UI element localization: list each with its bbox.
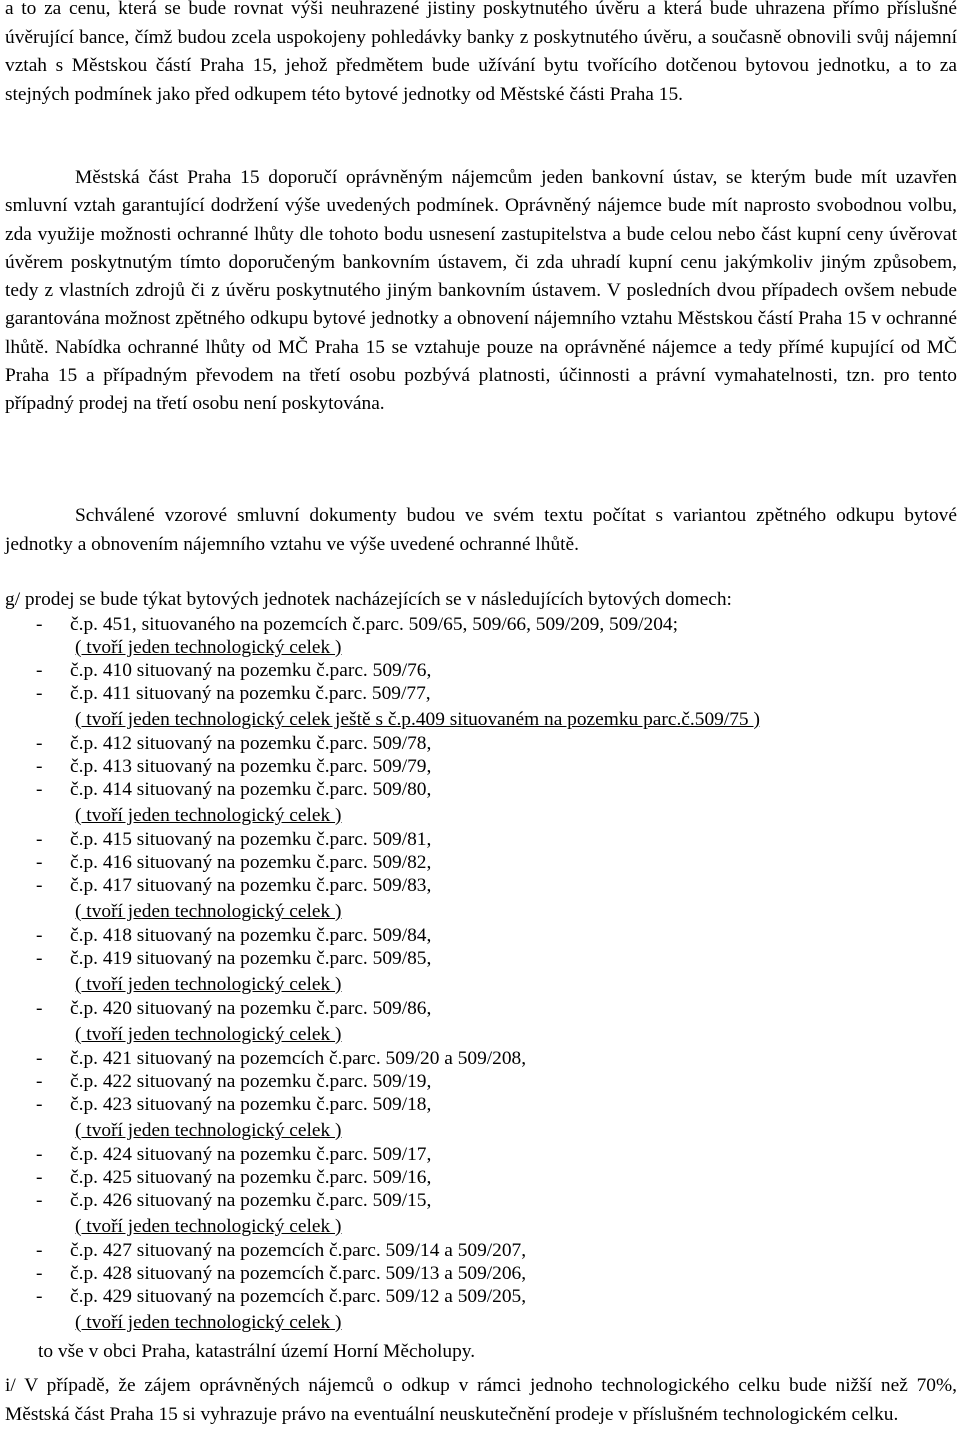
paragraph-bank-recommendation: Městská část Praha 15 doporučí oprávněným nájemcům jeden bankovní ústav, se kterým bude mít uzavřen smluvní vztah garantující dodržení výše uvedených podmínek. Oprávněný nájemce bude mít naprosto svobodnou volbu, zda využije možnosti ochranné lhůty dle tohoto bodu usnesení zastupitelstva a bude celou nebo část kupní ceny úvěrovat úvěrem poskytnutým tímto doporučeným bankovním ústavem, či zda uhradí kupní cenu jakýmkoliv jiným způsobem, tedy z vlastních zdrojů či z úvěru poskytnutého jiným bankovním ústavem. V posledních dvou případech ovšem nebude garantována možnost zpětného odkupu bytové jednotky a obnovení nájemního vztahu Městskou částí Praha 15 v ochranné lhůtě. Nabídka ochranné lhůty od MČ Praha 15 se vztahuje pouze na oprávněné nájemce a tedy přímé kupující od MČ Praha 15 a případným převodem na třetí osobu pozbývá platnosti, účinnosti a právní vymahatelnosti, tzn. pro tento případný prodej na třetí osobu není poskytována. <box>5 167 957 415</box>
list-dash: - <box>36 998 43 1019</box>
list-dash: - <box>36 1071 43 1092</box>
paragraph-purchase-price: a to za cenu, která se bude rovnat výši neuhrazené jistiny poskytnutého úvěru a která bude uhrazena přímo příslušné úvěrující bance, čímž budou zcela uspokojeny pohledávky banky z poskytnutého úvěru, a současně obnovili svůj nájemní vztah s Městskou částí Praha 15, jehož předmětem bude užívání bytu tvořícího dotčenou bytovou jednotku, a to za stejných podmínek jako před odkupem této bytové jednotky od Městské části Praha 15. <box>5 0 957 105</box>
building-list-item-text: č.p. 427 situovaný na pozemcích č.parc. 509/14 a 509/207, <box>70 1240 527 1261</box>
building-list-item <box>5 682 957 705</box>
building-list-item <box>5 1189 957 1212</box>
building-list-item-text: č.p. 451, situovaného na pozemcích č.parc. 509/65, 509/66, 509/209, 509/204; <box>70 614 678 635</box>
list-dash: - <box>36 614 43 635</box>
list-dash: - <box>36 1167 43 1188</box>
technological-unit-note: ( tvoří jeden technologický celek ) <box>75 637 342 658</box>
list-dash: - <box>36 948 43 969</box>
list-dash: - <box>36 1286 43 1307</box>
building-list-item <box>5 613 957 636</box>
building-list-item-text: č.p. 414 situovaný na pozemku č.parc. 509/80, <box>70 779 432 800</box>
technological-unit-note: ( tvoří jeden technologický celek ) <box>75 901 342 922</box>
technological-unit-note: ( tvoří jeden technologický celek ) <box>75 805 342 826</box>
building-list-item-text: č.p. 426 situovaný na pozemku č.parc. 509/15, <box>70 1190 432 1211</box>
building-list-item-text: č.p. 420 situovaný na pozemku č.parc. 509/86, <box>70 998 432 1019</box>
building-list-item <box>5 1239 957 1262</box>
building-list-item <box>5 1093 957 1116</box>
list-dash: - <box>36 1240 43 1261</box>
building-list-item-text: č.p. 423 situovaný na pozemku č.parc. 509/18, <box>70 1094 432 1115</box>
list-dash: - <box>36 829 43 850</box>
building-list-item-text: č.p. 425 situovaný na pozemku č.parc. 509/16, <box>70 1167 432 1188</box>
building-list <box>5 613 957 1363</box>
building-list-item <box>5 924 957 947</box>
building-list-item <box>5 1262 957 1285</box>
list-dash: - <box>36 779 43 800</box>
building-list-item <box>5 755 957 778</box>
building-list-item-text: č.p. 411 situovaný na pozemku č.parc. 509/77, <box>70 683 431 704</box>
building-list-item <box>5 1070 957 1093</box>
building-list-item <box>5 947 957 970</box>
building-list-item-text: č.p. 428 situovaný na pozemcích č.parc. 509/13 a 509/206, <box>70 1263 527 1284</box>
technological-unit-note: ( tvoří jeden technologický celek ) <box>75 974 342 995</box>
building-list-item-text: č.p. 422 situovaný na pozemku č.parc. 509/19, <box>70 1071 432 1092</box>
technological-unit-note: ( tvoří jeden technologický celek ) <box>75 1120 342 1141</box>
list-dash: - <box>36 875 43 896</box>
building-list-item-text: č.p. 412 situovaný na pozemku č.parc. 509/78, <box>70 733 432 754</box>
building-list-item <box>5 659 957 682</box>
building-list-item-text: č.p. 421 situovaný na pozemcích č.parc. 509/20 a 509/208, <box>70 1048 527 1069</box>
building-list-item-text: č.p. 429 situovaný na pozemcích č.parc. 509/12 a 509/205, <box>70 1286 527 1307</box>
building-list-item-text: č.p. 419 situovaný na pozemku č.parc. 509/85, <box>70 948 432 969</box>
technological-unit-note: ( tvoří jeden technologický celek ) <box>75 1312 342 1333</box>
building-list-item <box>5 732 957 755</box>
list-dash: - <box>36 1144 43 1165</box>
section-g-heading: g/ prodej se bude týkat bytových jednotek nacházejících se v následujících bytových domech: <box>5 589 732 610</box>
building-list-item <box>5 1143 957 1166</box>
list-dash: - <box>36 683 43 704</box>
section-i-paragraph: i/ V případě, že zájem oprávněných nájemců o odkup v rámci jednoho technologického celku bude nižší než 70%, Městská část Praha 15 si vyhrazuje právo na eventuální neuskutečnění prodeje v příslušném technologickém celku. <box>5 1375 957 1425</box>
list-dash: - <box>36 852 43 873</box>
list-dash: - <box>36 660 43 681</box>
building-list-item-text: č.p. 410 situovaný na pozemku č.parc. 509/76, <box>70 660 432 681</box>
building-list-item <box>5 1166 957 1189</box>
building-list-item-text: č.p. 424 situovaný na pozemku č.parc. 509/17, <box>70 1144 432 1165</box>
list-dash: - <box>36 1263 43 1284</box>
building-list-item <box>5 851 957 874</box>
building-list-item-text: č.p. 418 situovaný na pozemku č.parc. 509/84, <box>70 925 432 946</box>
list-dash: - <box>36 1190 43 1211</box>
technological-unit-note: ( tvoří jeden technologický celek ) <box>75 1216 342 1237</box>
technological-unit-note: ( tvoří jeden technologický celek ještě s č.p.409 situovaném na pozemku parc.č.509/75 ) <box>75 709 760 730</box>
building-list-item <box>5 1047 957 1070</box>
building-list-item-text: č.p. 415 situovaný na pozemku č.parc. 509/81, <box>70 829 432 850</box>
building-list-item-text: č.p. 416 situovaný na pozemku č.parc. 509/82, <box>70 852 432 873</box>
building-list-item-text: č.p. 413 situovaný na pozemku č.parc. 509/79, <box>70 756 432 777</box>
building-list-item <box>5 778 957 801</box>
building-list-item <box>5 828 957 851</box>
building-list-item <box>5 874 957 897</box>
building-list-item <box>5 1285 957 1308</box>
building-list-item-text: č.p. 417 situovaný na pozemku č.parc. 509/83, <box>70 875 432 896</box>
list-dash: - <box>36 1094 43 1115</box>
building-list-item <box>5 997 957 1020</box>
list-dash: - <box>36 756 43 777</box>
technological-unit-note: ( tvoří jeden technologický celek ) <box>75 1024 342 1045</box>
paragraph-contract-documents: Schválené vzorové smluvní dokumenty budou ve svém textu počítat s variantou zpětného odkupu bytové jednotky a obnovením nájemního vztahu ve výše uvedené ochranné lhůtě. <box>5 505 957 555</box>
list-dash: - <box>36 1048 43 1069</box>
list-dash: - <box>36 925 43 946</box>
list-dash: - <box>36 733 43 754</box>
list-closing-note: to vše v obci Praha, katastrální území Horní Měcholupy. <box>38 1341 476 1362</box>
